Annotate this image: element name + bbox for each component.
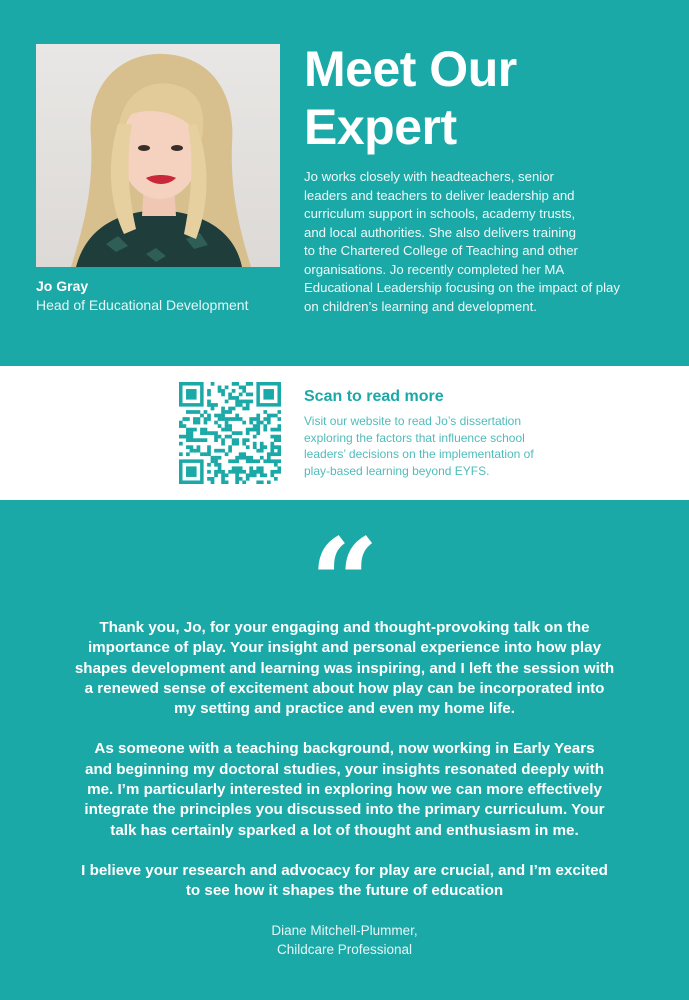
bio-line: Educational Leadership focusing on the impact of play — [304, 280, 620, 295]
bio-line: Jo works closely with headteachers, senior — [304, 169, 554, 184]
scan-line: Visit our website to read Jo’s dissertation — [304, 414, 522, 428]
expert-role: Head of Educational Development — [36, 297, 249, 313]
testimonial-line: As someone with a teaching background, now working in Early Years — [94, 740, 595, 758]
bio-line: to the Chartered College of Teaching and other — [304, 243, 578, 258]
testimonial-paragraph — [60, 739, 629, 840]
scan-line: play-based learning beyond EYFS. — [304, 463, 490, 478]
testimonial-line: me. I’m particularly interested in exploring how we can more effectively — [87, 781, 602, 799]
testimonial-text — [60, 618, 629, 922]
scan-line: exploring the factors that influence school — [304, 430, 525, 445]
author-name: Diane Mitchell-Plummer, — [271, 923, 418, 938]
scan-description — [304, 413, 564, 479]
expert-photo — [36, 44, 280, 267]
testimonial-line: shapes development and learning was inspiring, and I left the session with — [74, 659, 615, 677]
bio-line: on children’s learning and development. — [304, 298, 537, 314]
testimonial-line: importance of play. Your insight and personal experience into how play — [87, 639, 602, 657]
testimonial-line: integrate the principles you discussed into the primary curriculum. Your — [84, 801, 605, 819]
expert-name: Jo Gray — [36, 278, 89, 294]
testimonial-line: talk has certainly sparked a lot of thought and enthusiasm in me. — [110, 821, 579, 839]
bio-line: organisations. Jo recently completed her MA — [304, 261, 565, 277]
testimonial-line: a renewed sense of excitement about how play can be incorporated into — [84, 679, 605, 697]
qr-code-icon[interactable] — [179, 382, 281, 484]
author-title: Childcare Professional — [276, 942, 413, 957]
testimonial-line: to see how it shapes the future of education — [185, 882, 504, 900]
title-line: Meet Our — [304, 41, 517, 97]
testimonial-line: my setting and practice and even my home life. — [174, 700, 515, 718]
title-line: Expert — [304, 99, 457, 155]
expert-bio — [304, 168, 654, 316]
quote-mark-icon: “ — [309, 512, 380, 653]
expert-section — [0, 0, 689, 366]
scan-title: Scan to read more — [304, 388, 444, 405]
page-title — [304, 40, 664, 156]
testimonial-line: I believe your research and advocacy for play are crucial, and I’m excited — [81, 861, 608, 879]
bio-line: curriculum support in schools, academy trusts, — [304, 206, 576, 221]
testimonial-author — [0, 921, 689, 959]
testimonial-line: and beginning my doctoral studies, your insights resonated deeply with — [85, 760, 604, 778]
testimonial-paragraph — [60, 618, 629, 719]
scan-line: leaders’ decisions on the implementation of — [304, 447, 534, 461]
testimonial-line: Thank you, Jo, for your engaging and thought-provoking talk on the — [99, 619, 590, 636]
bio-line: leaders and teachers to deliver leadership and — [304, 187, 575, 203]
testimonial-paragraph — [60, 861, 629, 902]
bio-line: and local authorities. She also delivers training — [304, 224, 576, 240]
